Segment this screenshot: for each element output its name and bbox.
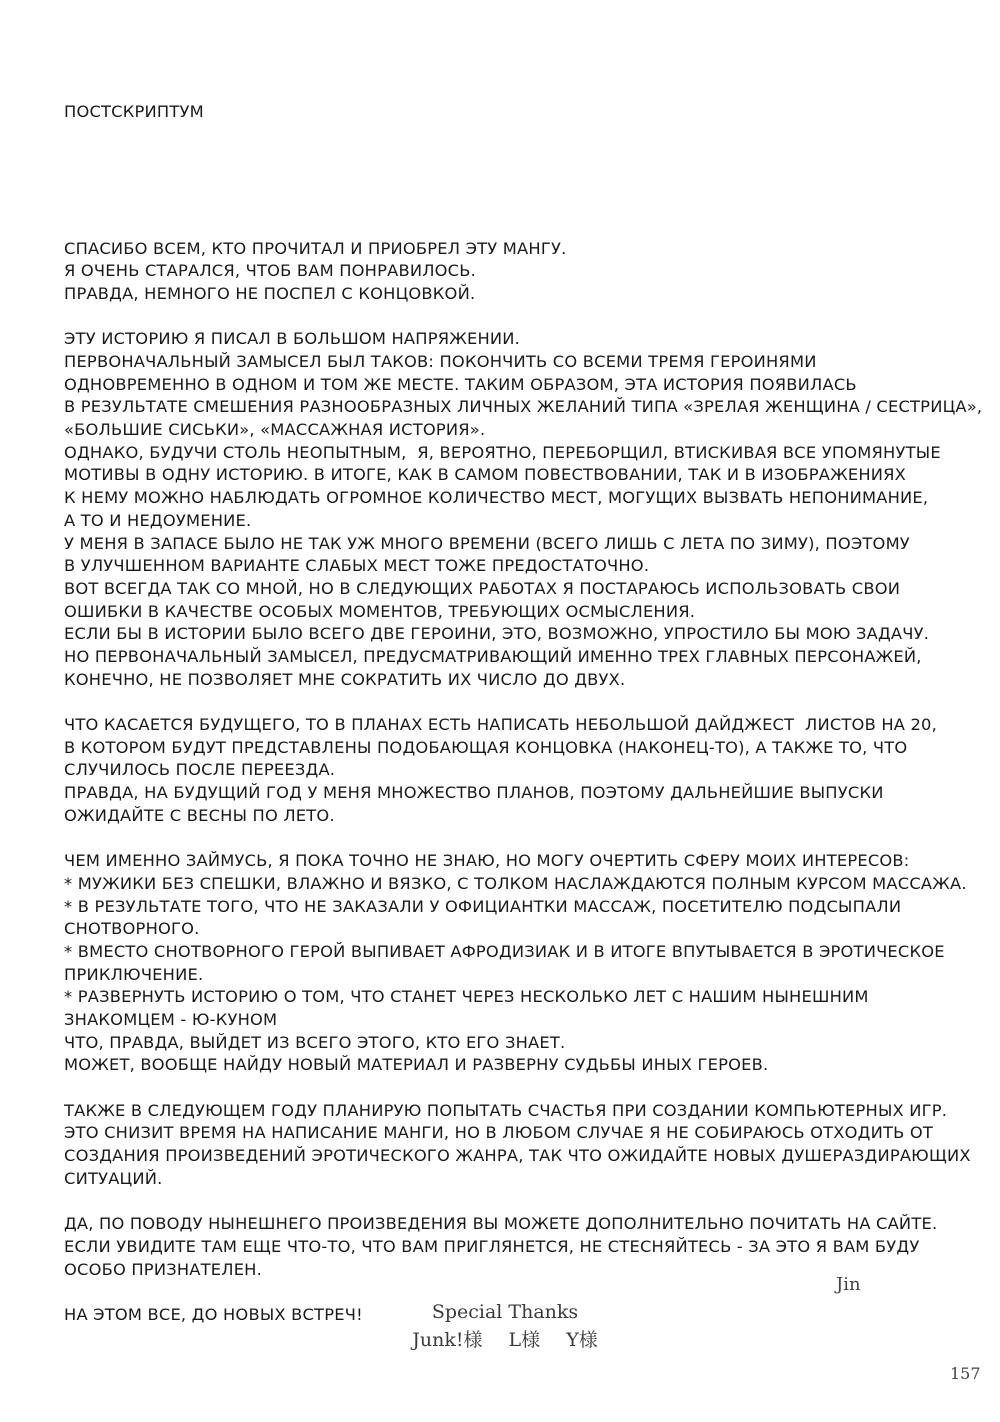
special-thanks-heading: Special Thanks [431, 1301, 579, 1323]
text-line: ОШИБКИ В КАЧЕСТВЕ ОСОБЫХ МОМЕНТОВ, ТРЕБУЮЩИХ ОСМЫСЛЕНИЯ. [64, 601, 696, 621]
text-line: ЕСЛИ УВИДИТЕ ТАМ ЕЩЕ ЧТО-ТО, ЧТО ВАМ ПРИГЛЯНЕТСЯ, НЕ СТЕСНЯЙТЕСЬ - ЗА ЭТО Я ВАМ БУДУ [64, 1236, 920, 1256]
paragraph-gap [64, 691, 984, 714]
thanks-name: Y様 [566, 1329, 598, 1351]
text-line: СЛУЧИЛОСЬ ПОСЛЕ ПЕРЕЕЗДА. [64, 760, 336, 780]
text-line: СОЗДАНИЯ ПРОИЗВЕДЕНИЙ ЭРОТИЧЕСКОГО ЖАНРА, ТАК ЧТО ОЖИДАЙТЕ НОВЫХ ДУШЕРАЗДИРАЮЩИХ [64, 1146, 971, 1166]
text-line: А ТО И НЕДОУМЕНИЕ. [64, 510, 252, 530]
thanks-name: L様 [508, 1329, 541, 1351]
text-line: ТАКЖЕ В СЛЕДУЮЩЕМ ГОДУ ПЛАНИРУЮ ПОПЫТАТЬ СЧАСТЬЯ ПРИ СОЗДАНИИ КОМПЬЮТЕРНЫХ ИГР. [64, 1100, 948, 1120]
text-line: ПРАВДА, НЕМНОГО НЕ ПОСПЕЛ С КОНЦОВКОЙ. [64, 283, 476, 303]
text-line: ОДНОВРЕМЕННО В ОДНОМ И ТОМ ЖЕ МЕСТЕ. ТАКИМ ОБРАЗОМ, ЭТА ИСТОРИЯ ПОЯВИЛАСЬ [64, 374, 857, 394]
text-line: У МЕНЯ В ЗАПАСЕ БЫЛО НЕ ТАК УЖ МНОГО ВРЕМЕНИ (ВСЕГО ЛИШЬ С ЛЕТА ПО ЗИМУ), ПОЭТОМУ [64, 533, 910, 553]
text-line: ВОТ ВСЕГДА ТАК СО МНОЙ, НО В СЛЕДУЮЩИХ РАБОТАХ Я ПОСТАРАЮСЬ ИСПОЛЬЗОВАТЬ СВОИ [64, 578, 901, 598]
special-thanks-names [0, 1326, 1000, 1354]
text-line: «БОЛЬШИЕ СИСЬКИ», «МАССАЖНАЯ ИСТОРИЯ». [64, 420, 486, 440]
text-line: Я ОЧЕНЬ СТАРАЛСЯ, ЧТОБ ВАМ ПОНРАВИЛОСЬ. [64, 261, 476, 281]
text-line: НА ЭТОМ ВСЕ, ДО НОВЫХ ВСТРЕЧ! [64, 1304, 363, 1324]
text-line: ЧТО КАСАЕТСЯ БУДУЩЕГО, ТО В ПЛАНАХ ЕСТЬ НАПИСАТЬ НЕБОЛЬШОЙ ДАЙДЖЕСТ ЛИСТОВ НА 20, [64, 715, 937, 735]
text-line: В РЕЗУЛЬТАТЕ СМЕШЕНИЯ РАЗНООБРАЗНЫХ ЛИЧНЫХ ЖЕЛАНИЙ ТИПА «ЗРЕЛАЯ ЖЕНЩИНА / СЕСТРИЦА», [64, 397, 983, 417]
text-line: КОНЕЧНО, НЕ ПОЗВОЛЯЕТ МНЕ СОКРАТИТЬ ИХ ЧИСЛО ДО ДВУХ. [64, 669, 626, 689]
page-number: 157 [950, 1364, 981, 1383]
special-thanks [0, 1298, 1000, 1354]
paragraph-gap [64, 827, 984, 850]
thanks-name: Junk!様 [412, 1329, 483, 1351]
text-line: ДА, ПО ПОВОДУ НЫНЕШНЕГО ПРОИЗВЕДЕНИЯ ВЫ МОЖЕТЕ ДОПОЛНИТЕЛЬНО ПОЧИТАТЬ НА САЙТЕ. [64, 1214, 938, 1234]
text-line: В КОТОРОМ БУДУТ ПРЕДСТАВЛЕНЫ ПОДОБАЮЩАЯ КОНЦОВКА (НАКОНЕЦ-ТО), А ТАКЖЕ ТО, ЧТО [64, 737, 908, 757]
text-line: ПРАВДА, НА БУДУЩИЙ ГОД У МЕНЯ МНОЖЕСТВО ПЛАНОВ, ПОЭТОМУ ДАЛЬНЕЙШИЕ ВЫПУСКИ [64, 783, 884, 803]
paragraph-gap [64, 1077, 984, 1100]
text-line: ОСОБО ПРИЗНАТЕЛЕН. [64, 1259, 262, 1279]
text-line: ЧТО, ПРАВДА, ВЫЙДЕТ ИЗ ВСЕГО ЭТОГО, КТО ЕГО ЗНАЕТ. [64, 1032, 566, 1052]
text-line: В УЛУЧШЕННОМ ВАРИАНТЕ СЛАБЫХ МЕСТ ТОЖЕ ПРЕДОСТАТОЧНО. [64, 556, 650, 576]
postscript-text [64, 56, 984, 1327]
text-line: ЭТУ ИСТОРИЮ Я ПИСАЛ В БОЛЬШОМ НАПРЯЖЕНИИ. [64, 329, 521, 349]
paragraph-gap [64, 306, 984, 329]
author-signature: Jin [836, 1274, 861, 1295]
text-line: ЧЕМ ИМЕННО ЗАЙМУСЬ, Я ПОКА ТОЧНО НЕ ЗНАЮ, НО МОГУ ОЧЕРТИТЬ СФЕРУ МОИХ ИНТЕРЕСОВ: [64, 851, 910, 871]
text-line: * МУЖИКИ БЕЗ СПЕШКИ, ВЛАЖНО И ВЯЗКО, С ТОЛКОМ НАСЛАЖДАЮТСЯ ПОЛНЫМ КУРСОМ МАССАЖА. [64, 873, 967, 893]
text-line: К НЕМУ МОЖНО НАБЛЮДАТЬ ОГРОМНОЕ КОЛИЧЕСТВО МЕСТ, МОГУЩИХ ВЫЗВАТЬ НЕПОНИМАНИЕ, [64, 488, 929, 508]
text-line: СПАСИБО ВСЕМ, КТО ПРОЧИТАЛ И ПРИОБРЕЛ ЭТУ МАНГУ. [64, 238, 567, 258]
text-line: * ВМЕСТО СНОТВОРНОГО ГЕРОЙ ВЫПИВАЕТ АФРОДИЗИАК И В ИТОГЕ ВПУТЫВАЕТСЯ В ЭРОТИЧЕСКОЕ [64, 941, 945, 961]
text-line: * РАЗВЕРНУТЬ ИСТОРИЮ О ТОМ, ЧТО СТАНЕТ ЧЕРЕЗ НЕСКОЛЬКО ЛЕТ С НАШИМ НЫНЕШНИМ [64, 987, 869, 1007]
text-line: ЭТО СНИЗИТ ВРЕМЯ НА НАПИСАНИЕ МАНГИ, НО В ЛЮБОМ СЛУЧАЕ Я НЕ СОБИРАЮСЬ ОТХОДИТЬ ОТ [64, 1123, 934, 1143]
text-line: ЕСЛИ БЫ В ИСТОРИИ БЫЛО ВСЕГО ДВЕ ГЕРОИНИ, ЭТО, ВОЗМОЖНО, УПРОСТИЛО БЫ МОЮ ЗАДАЧУ. [64, 624, 930, 644]
text-line: МОТИВЫ В ОДНУ ИСТОРИЮ. В ИТОГЕ, КАК В САМОМ ПОВЕСТВОВАНИИ, ТАК И В ИЗОБРАЖЕНИЯХ [64, 465, 907, 485]
text-line: ОЖИДАЙТЕ С ВЕСНЫ ПО ЛЕТО. [64, 805, 335, 825]
text-line: СИТУАЦИЙ. [64, 1168, 163, 1188]
paragraph-gap [64, 1190, 984, 1213]
text-line: ОДНАКО, БУДУЧИ СТОЛЬ НЕОПЫТНЫМ, Я, ВЕРОЯТНО, ПЕРЕБОРЩИЛ, ВТИСКИВАЯ ВСЕ УПОМЯНУТЫЕ [64, 442, 941, 462]
paragraph-gap [64, 170, 984, 193]
text-line: ПРИКЛЮЧЕНИЕ. [64, 964, 204, 984]
text-line: МОЖЕТ, ВООБЩЕ НАЙДУ НОВЫЙ МАТЕРИАЛ И РАЗВЕРНУ СУДЬБЫ ИНЫХ ГЕРОЕВ. [64, 1055, 769, 1075]
postscript-title: ПОСТСКРИПТУМ [64, 102, 204, 122]
text-line: СНОТВОРНОГО. [64, 919, 200, 939]
text-line: ПЕРВОНАЧАЛЬНЫЙ ЗАМЫСЕЛ БЫЛ ТАКОВ: ПОКОНЧИТЬ СО ВСЕМИ ТРЕМЯ ГЕРОИНЯМИ [64, 352, 817, 372]
text-line: * В РЕЗУЛЬТАТЕ ТОГО, ЧТО НЕ ЗАКАЗАЛИ У ОФИЦИАНТКИ МАССАЖ, ПОСЕТИТЕЛЮ ПОДСЫПАЛИ [64, 896, 902, 916]
text-line: НО ПЕРВОНАЧАЛЬНЫЙ ЗАМЫСЕЛ, ПРЕДУСМАТРИВАЮЩИЙ ИМЕННО ТРЕХ ГЛАВНЫХ ПЕРСОНАЖЕЙ, [64, 646, 922, 666]
text-line: ЗНАКОМЦЕМ - Ю-КУНОМ [64, 1009, 278, 1029]
